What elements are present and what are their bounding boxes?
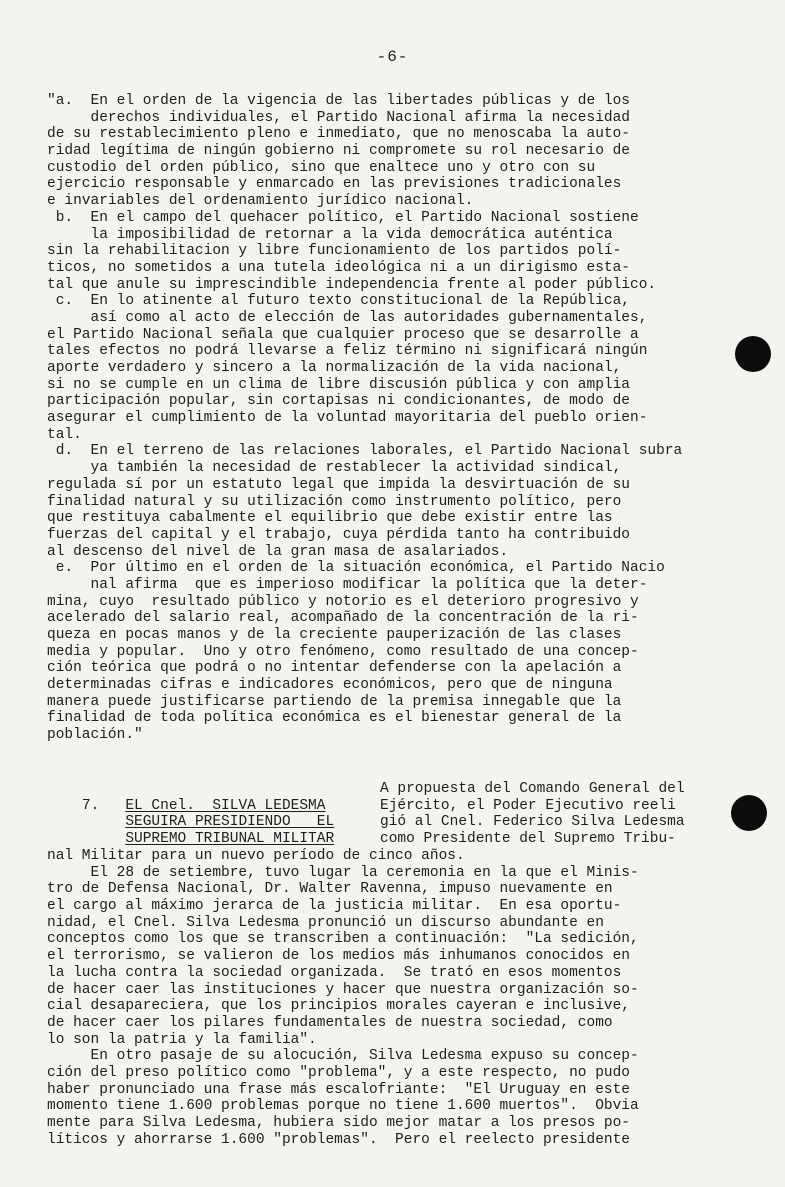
text-line: mente para Silva Ledesma, hubiera sido mejor matar a los presos po- [47, 1115, 630, 1131]
text-line: tal que anule su imprescindible independencia frente al poder público. [47, 276, 657, 293]
text-line: En otro pasaje de su alocución, Silva Ledesma expuso su concep- [47, 1048, 639, 1065]
heading-line: SEGUIRA PRESIDIENDO EL [125, 814, 335, 831]
text-line: ridad legítima de ningún gobierno ni compromete su rol necesario de [47, 143, 630, 160]
text-line: participación popular, sin cortapisas ni condicionantes, de modo de [47, 393, 630, 410]
text-line: queza en pocas manos y de la creciente pauperización de las clases [47, 627, 622, 643]
text-line: el terrorismo, se valieron de los medios más inhumanos conocidos en [47, 948, 630, 965]
text-line: tro de Defensa Nacional, Dr. Walter Ravenna, impuso nuevamente en [47, 881, 613, 898]
text-line: de su restablecimiento pleno e inmediato, que no menoscaba la auto- [47, 126, 630, 143]
text-line: aporte verdadero y sincero a la normalización de la vida nacional, [47, 360, 622, 376]
text-line: nidad, el Cnel. Silva Ledesma pronunció un discurso abundante en [47, 914, 604, 931]
text-line: así como al acto de elección de las autoridades gubernamentales, [47, 309, 648, 326]
text-line: líticos y ahorrarse 1.600 "problemas". Pero el reelecto presidente [47, 1131, 630, 1148]
text-line: ción del preso político como "problema", y a este respecto, no pudo [47, 1064, 630, 1081]
text-line: cial desapareciera, que los principios morales cayeran e inclusive, [47, 998, 630, 1015]
text-line: acelerado del salario real, acompañado de la concentración de la ri- [47, 610, 639, 627]
heading-line: SUPREMO TRIBUNAL MILITAR [125, 831, 335, 848]
text-line: derechos individuales, el Partido Nacional afirma la necesidad [47, 109, 630, 126]
text-line: conceptos como los que se transcriben a continuación: "La sedición, [47, 931, 639, 948]
text-line: momento tiene 1.600 problemas porque no tiene 1.600 muertos". Obvia [47, 1098, 639, 1115]
text-line: al descenso del nivel de la gran masa de asalariados. [47, 543, 509, 560]
text-line: mina, cuyo resultado público y notorio es el deterioro progresivo y [47, 593, 639, 610]
text-line: manera puede justificarse partiendo de la premisa innegable que la [47, 693, 622, 710]
text-line: c. En lo atinente al futuro texto constitucional de la República, [47, 293, 630, 310]
section-number: 7. [81, 797, 100, 814]
section-7-body [47, 848, 747, 1148]
text-line: nal afirma que es imperioso modificar la política que la deter- [47, 576, 648, 593]
text-line: nal Militar para un nuevo período de cinco años. [47, 848, 465, 864]
section-political-declaration [47, 93, 747, 744]
text-line: población." [47, 727, 143, 744]
text-line: el cargo al máximo jerarca de la justicia militar. En esa oportu- [47, 898, 622, 915]
page-number: -6- [376, 48, 409, 66]
punch-hole [735, 336, 771, 372]
text-line: media y popular. Uno y otro fenómeno, como resultado de una concep- [47, 643, 639, 660]
intro-line: Ejército, el Poder Ejecutivo reeli [380, 797, 676, 814]
text-line: El 28 de setiembre, tuvo lugar la ceremonia en la que el Minis- [47, 864, 639, 881]
text-line: asegurar el cumplimiento de la voluntad mayoritaria del pueblo orien- [47, 410, 648, 427]
intro-line: gió al Cnel. Federico Silva Ledesma [380, 814, 685, 831]
text-line: d. En el terreno de las relaciones laborales, el Partido Nacional subra [47, 443, 683, 460]
text-line: ya también la necesidad de restablecer la actividad sindical, [47, 460, 622, 477]
section-7-intro [380, 781, 760, 848]
text-line: regulada sí por un estatuto legal que impida la desvirtuación de su [47, 476, 630, 493]
text-line: tal. [47, 426, 82, 443]
text-line: ción teórica que podrá o no intentar defenderse con la apelación a [47, 660, 622, 677]
text-line: tales efectos no podrá llevarse a feliz término ni significará ningún [47, 343, 648, 360]
text-line: el Partido Nacional señala que cualquier proceso que se desarrolle a [47, 326, 639, 343]
text-line: la lucha contra la sociedad organizada. Se trató en esos momentos [47, 964, 622, 981]
text-line: ejercicio responsable y enmarcado en las previsiones tradicionales [47, 176, 622, 193]
text-line: de hacer caer los pilares fundamentales de nuestra sociedad, como [47, 1014, 613, 1031]
text-line: si no se cumple en un clima de libre discusión pública y con amplia [47, 376, 630, 393]
text-line: haber pronunciado una frase más escalofriante: "El Uruguay en este [47, 1081, 630, 1098]
text-line: b. En el campo del quehacer político, el Partido Nacional sostiene [47, 209, 639, 226]
heading-line: EL Cnel. SILVA LEDESMA [125, 797, 326, 814]
text-line: e invariables del ordenamiento jurídico nacional. [47, 193, 474, 210]
punch-hole [731, 795, 767, 831]
text-line: finalidad natural y su utilización como instrumento político, pero [47, 493, 622, 510]
text-line: fuerzas del capital y el trabajo, cuya pérdida tanto ha contribuido [47, 526, 630, 543]
text-line: lo son la patria y la familia". [47, 1031, 317, 1048]
intro-line: A propuesta del Comando General del [380, 781, 685, 797]
text-line: determinadas cifras e indicadores económicos, pero que de ninguna [47, 677, 613, 694]
text-line: e. Por último en el orden de la situación económica, el Partido Nacio [47, 560, 665, 577]
section-7-heading [47, 781, 347, 848]
text-line: "a. En el orden de la vigencia de las libertades públicas y de los [47, 93, 630, 109]
text-line: finalidad de toda política económica es el bienestar general de la [47, 710, 622, 727]
text-line: la imposibilidad de retornar a la vida democrática auténtica [47, 226, 613, 243]
text-line: que restituya cabalmente el equilibrio que debe existir entre las [47, 510, 613, 527]
text-line: custodio del orden público, sino que enaltece uno y otro con su [47, 159, 596, 176]
text-line: ticos, no sometidos a una tutela ideológica ni a un dirigismo esta- [47, 259, 630, 276]
text-line: sin la rehabilitacion y libre funcionamiento de los partidos polí- [47, 243, 622, 260]
text-line: de hacer caer las instituciones y hacer que nuestra organización so- [47, 981, 639, 998]
intro-line: como Presidente del Supremo Tribu- [380, 831, 676, 848]
